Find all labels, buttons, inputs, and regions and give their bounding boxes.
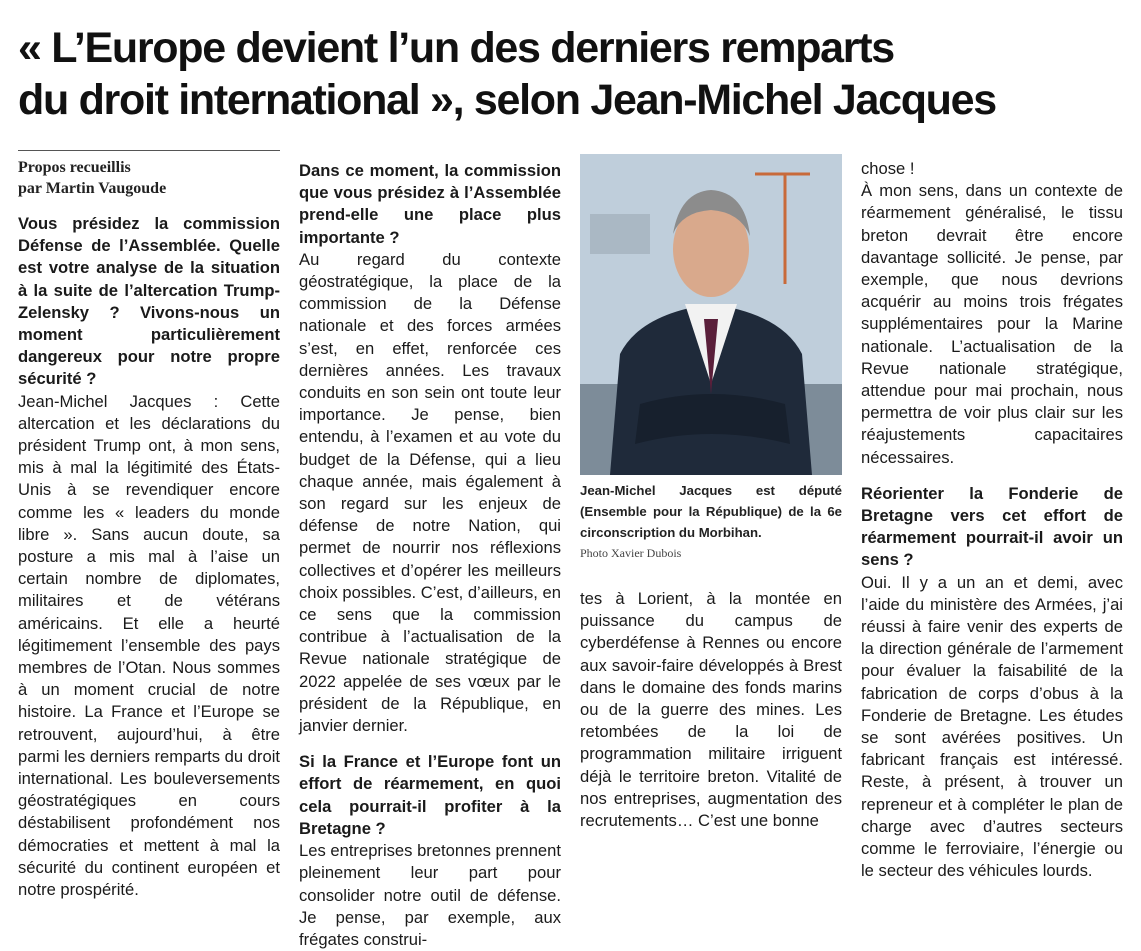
headline-line-2: du droit international », selon Jean-Michel Jacques <box>18 76 996 124</box>
interview-question-3: Si la France et l’Europe font un effort de réarmement, en quoi cela pourrait-il profiter à la Bretagne ? <box>299 752 561 838</box>
interview-answer-3-continued: tes à Lorient, à la montée en puissance du campus de cyberdéfense à Rennes ou encore aux savoir-faire développés à Brest dans le domaine des fonds marins ou de la guerre des mines. Les retombées de la loi de programmation militaire irriguent déjà le territoire breton. Vitalité de nos entreprises, augmentation des recrutements… C’est une bonne <box>580 589 842 831</box>
interview-answer-1: Jean-Michel Jacques : Cette altercation et les déclarations du président Trump ont, à mon sens, mis à mal la légitimité des États-Unis à se revendiquer encore comme les « leaders du monde libre ». Sans aucun doute, sa posture a mis mal à l’aise un certain nombre de diplomates, militaires et de vétérans américains. Et elle a heurté légitimement l’ensemble des pays membres de l’Otan. Nous sommes à un moment crucial de notre histoire. La France et l’Europe se retrouvent, aujourd’hui, à être parmi les derniers remparts du droit international. Les bouleversements géostratégiques en cours déstabilisent profondément nos démocraties et mettent à mal la sécurité du continent européen et notre prospérité. <box>18 391 280 900</box>
interview-answer-3-start: Les entreprises bretonnes prennent pleinement leur part pour consolider notre outil de défense. Je pense, par exemple, aux frégates construi- <box>299 841 561 949</box>
column-1 <box>18 150 280 901</box>
interview-question-2: Dans ce moment, la commission que vous présidez à l’Assemblée prend-elle une place plus importante ? <box>299 161 561 247</box>
column-2 <box>299 160 561 951</box>
column-3 <box>580 588 842 832</box>
byline-author: par Martin Vaugoude <box>18 180 167 197</box>
interview-answer-3-end: chose ! <box>861 159 915 178</box>
portrait-photo <box>580 154 842 475</box>
photo-credit: Photo Xavier Dubois <box>580 546 682 560</box>
interview-answer-4: Oui. Il y a un an et demi, avec l’aide du ministère des Armées, j’ai réussi à faire venir des experts de la direction générale de l’armement pour évaluer la faisabilité de la fabrication de corps d’obus à la Fonderie de Bretagne. Les études se sont avérées positives. Un fabricant français est intéressé. Reste, à présent, à trouver un repreneur et à compléter le plan de charge avec d’autres secteurs comme le ferroviaire, l’énergie ou le secteur des véhicules lourds. <box>861 572 1123 881</box>
byline <box>18 150 280 199</box>
interview-answer-3-paragraph-2: À mon sens, dans un contexte de réarmement généralisé, le tissu breton devrait être encore davantage sollicité. Je pense, par exemple, que nous devrions acquérir au moins trois frégates supplémentaires pour la Marine nationale. L’actualisation de la Revue nationale stratégique, attendue pour mai prochain, nous permettra de voir plus clair sur les réajustements capacitaires nécessaires. <box>861 181 1123 467</box>
interview-answer-2: Au regard du contexte géostratégique, la place de la commission de la Défense nationale et des forces armées s’est, en effet, renforcée ces dernières années. Les travaux conduits en son sein ont toute leur importance. Je pense, bien entendu, à l’examen et au vote du budget de la Défense, qui a lieu chaque année, mais également à son regard sur les enjeux de défense de notre Nation, qui permet de nourrir nos réflexions collectives et d’opérer les meilleurs choix possibles. C’est, d’ailleurs, en ce sens que la commission contribue à l’actualisation de la Revue nationale stratégique de 2022 appelée de ses vœux par le président de la République, en janvier dernier. <box>299 249 561 736</box>
photo-caption: Jean-Michel Jacques est député (Ensemble pour la République) de la 6e circonscription du Morbihan. <box>580 483 842 540</box>
interview-question-1: Vous présidez la commission Défense de l’Assemblée. Quelle est votre analyse de la situation à la suite de l’altercation Trump-Zelensky ? Vivons-nous un moment particulièrement dangereux pour notre propre sécurité ? <box>18 214 280 389</box>
interview-question-4: Réorienter la Fonderie de Bretagne vers cet effort de réarmement pourrait-il avoir un sens ? <box>861 483 1123 570</box>
portrait-illustration <box>580 154 842 475</box>
article-headline <box>18 22 1128 126</box>
byline-line-1: Propos recueillis <box>18 159 131 176</box>
column-4 <box>861 158 1123 883</box>
headline-line-1: « L’Europe devient l’un des derniers remparts <box>18 24 894 72</box>
